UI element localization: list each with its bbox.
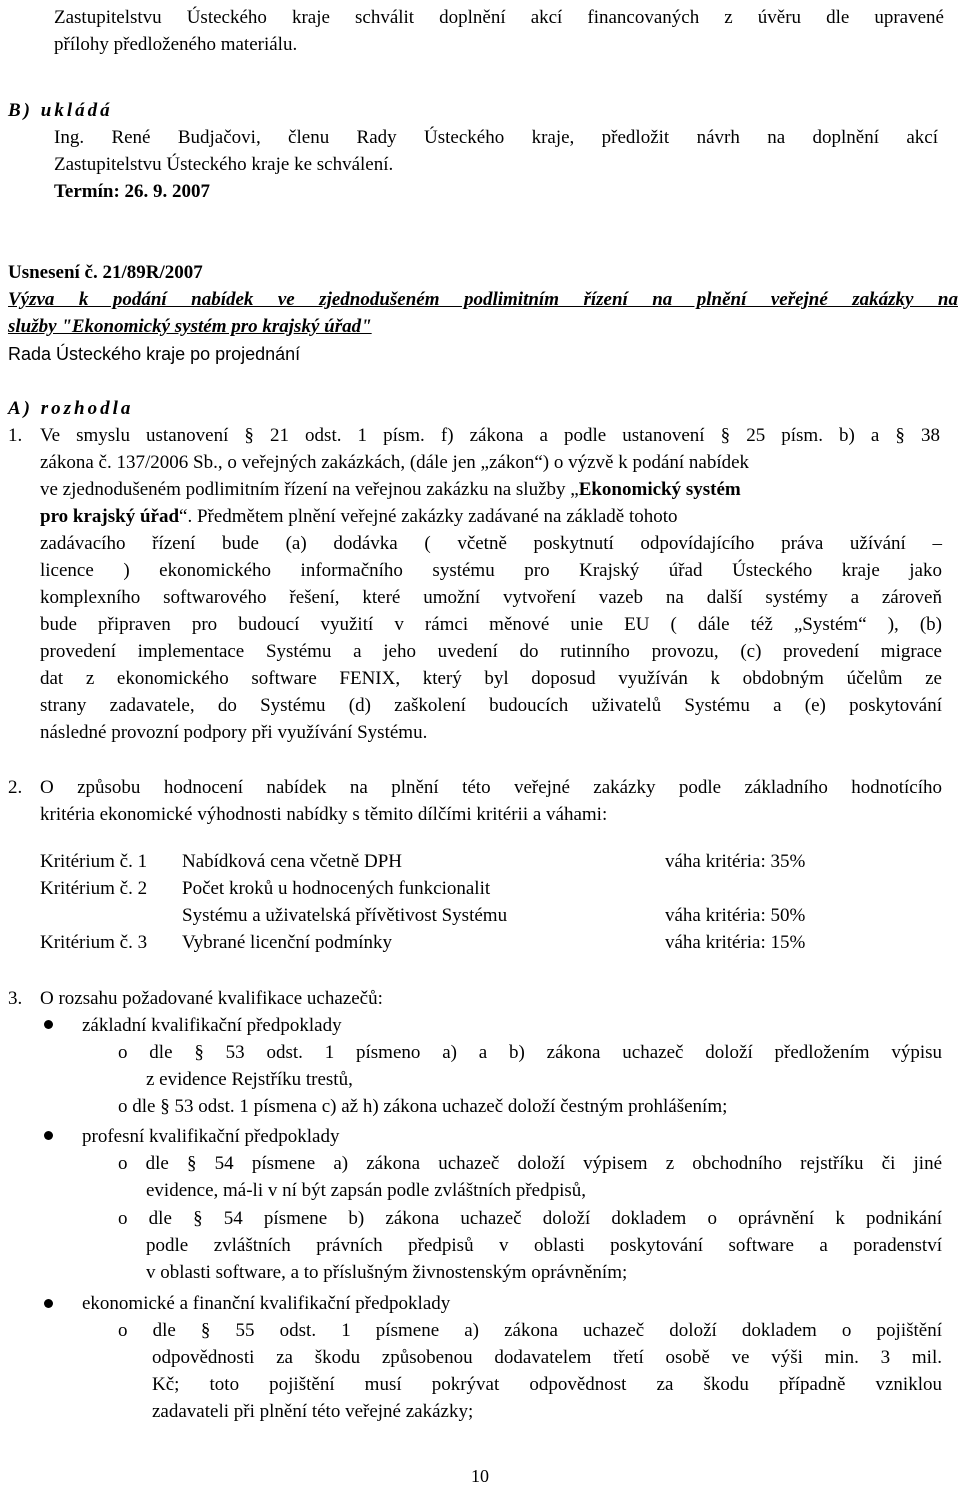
section-a-heading: A) rozhodla <box>8 398 134 419</box>
criterion-2-label: Kritérium č. 2 <box>40 878 148 899</box>
bullet-icon <box>44 1299 53 1308</box>
section-b-line-1: Ing. René Budjačovi, členu Rady Ústeckého kraje, předložit návrh na doplnění akcí <box>54 127 938 148</box>
bullet-2-sub-2-line-3: v oblasti software, a to příslušným živnostenským oprávněním; <box>146 1262 628 1283</box>
criterion-3-name: Vybrané licenční podmínky <box>182 932 393 953</box>
item-1-line-1: Ve smyslu ustanovení § 21 odst. 1 písm. f) zákona a podle ustanovení § 25 písm. b) a § 38 <box>40 425 940 446</box>
section-b-heading: B) ukládá <box>8 100 113 121</box>
criterion-3-label: Kritérium č. 3 <box>40 932 148 953</box>
item-1-line-11: strany zadavatele, do Systému (d) zaškolení budoucích uživatelů Systému a (e) poskytování <box>40 695 942 716</box>
bullet-2-sub-1-line-1: o dle § 54 písmene a) zákona uchazeč doloží výpisem z obchodního rejstříku či jiné <box>118 1153 942 1174</box>
section-b-line-2: Zastupitelstvu Ústeckého kraje ke schválení. <box>54 154 394 175</box>
criterion-2-name: Počet kroků u hodnocených funkcionalit <box>182 878 491 899</box>
bullet-2-sub-1-line-2: evidence, má-li v ní být zapsán podle zvláštních předpisů, <box>146 1180 587 1201</box>
bullet-1-sub-2: o dle § 53 odst. 1 písmena c) až h) zákona uchazeč doloží čestným prohlášením; <box>118 1096 728 1117</box>
bullet-1-text: základní kvalifikační předpoklady <box>82 1015 342 1036</box>
intro-line-1: Zastupitelstvu Ústeckého kraje schválit doplnění akcí financovaných z úvěru dle upravené <box>54 7 944 28</box>
bullet-1-sub-1-line-1: o dle § 53 odst. 1 písmeno a) a b) zákona uchazeč doloží předložením výpisu <box>118 1042 942 1063</box>
item-2-number: 2. <box>8 777 23 798</box>
bullet-3-sub-1-line-3: Kč; toto pojištění musí pokrývat odpovědnost za škodu případně vzniklou <box>152 1374 942 1395</box>
item-1-line-2: zákona č. 137/2006 Sb., o veřejných zakázkách, (dále jen „zákon“) o výzvě k podání nabídek <box>40 452 750 473</box>
resolution-title-line-2: služby "Ekonomický systém pro krajský úřad" <box>8 316 372 337</box>
criterion-1-label: Kritérium č. 1 <box>40 851 148 872</box>
criterion-3-weight: váha kritéria: 15% <box>665 932 806 953</box>
item-1-number: 1. <box>8 425 23 446</box>
item-1-line-6: licence ) ekonomického informačního systému pro Krajský úřad Ústeckého kraje jako <box>40 560 942 581</box>
bullet-2-sub-2-line-1: o dle § 54 písmene b) zákona uchazeč doloží dokladem o oprávnění k podnikání <box>118 1208 942 1229</box>
resolution-number: Usnesení č. 21/89R/2007 <box>8 262 203 283</box>
criterion-1-name: Nabídková cena včetně DPH <box>182 851 403 872</box>
criterion-2-name-line-2: Systému a uživatelská přívětivost Systému <box>182 905 508 926</box>
bullet-icon <box>44 1131 53 1140</box>
bullet-2-text: profesní kvalifikační předpoklady <box>82 1126 340 1147</box>
bullet-3-sub-1-line-4: zadavateli při plnění této veřejné zakázky; <box>152 1401 474 1422</box>
bullet-3-sub-1-line-2: odpovědnosti za škodu způsobenou dodavatelem třetí osobě ve výši min. 3 mil. <box>152 1347 942 1368</box>
criterion-2-weight: váha kritéria: 50% <box>665 905 806 926</box>
intro-line-2: přílohy předloženého materiálu. <box>54 34 298 55</box>
bullet-3-text: ekonomické a finanční kvalifikační předpoklady <box>82 1293 451 1314</box>
criterion-1-weight: váha kritéria: 35% <box>665 851 806 872</box>
item-2-line-1: O způsobu hodnocení nabídek na plnění této veřejné zakázky podle základního hodnotícího <box>40 777 942 798</box>
item-1-line-12: následné provozní podpory při využívání Systému. <box>40 722 428 743</box>
item-1-line-4: pro krajský úřad“. Předmětem plnění veřejné zakázky zadávané na základě tohoto <box>40 506 678 527</box>
item-1-line-5: zadávacího řízení bude (a) dodávka ( včetně poskytnutí odpovídajícího práva užívání – <box>40 533 942 554</box>
rada-text: Rada Ústeckého kraje po projednání <box>8 344 301 364</box>
page-number: 10 <box>471 1466 489 1486</box>
resolution-title-line-1: Výzva k podání nabídek ve zjednodušeném podlimitním řízení na plnění veřejné zakázky na <box>8 289 958 310</box>
bullet-2-sub-2-line-2: podle zvláštních právních předpisů v oblasti poskytování software a poradenství <box>146 1235 942 1256</box>
bullet-1-sub-1-line-2: z evidence Rejstříku trestů, <box>146 1069 353 1090</box>
bullet-icon <box>44 1020 53 1029</box>
item-1-line-9: provedení implementace Systému a jeho uvedení do rutinního provozu, (c) provedení migrace <box>40 641 942 662</box>
item-1-line-10: dat z ekonomického software FENIX, který byl doposud využíván k obdobným účelům ze <box>40 668 942 689</box>
termin: Termín: 26. 9. 2007 <box>54 181 211 202</box>
item-1-line-3: ve zjednodušeném podlimitním řízení na veřejnou zakázku na služby „Ekonomický systém <box>40 479 741 500</box>
item-1-line-7: komplexního softwarového řešení, které umožní vytvoření vazeb na další systémy a zároveň <box>40 587 942 608</box>
item-2-line-2: kritéria ekonomické výhodnosti nabídky s těmito dílčími kritérii a váhami: <box>40 804 608 825</box>
item-1-line-8: bude připraven pro budoucí využití v rámci měnové unie EU ( dále též „Systém“ ), (b) <box>40 614 942 635</box>
bullet-3-sub-1-line-1: o dle § 55 odst. 1 písmene a) zákona uchazeč doloží dokladem o pojištění <box>118 1320 942 1341</box>
item-3-number: 3. <box>8 988 23 1009</box>
item-3-line-1: O rozsahu požadované kvalifikace uchazečů: <box>40 988 383 1009</box>
